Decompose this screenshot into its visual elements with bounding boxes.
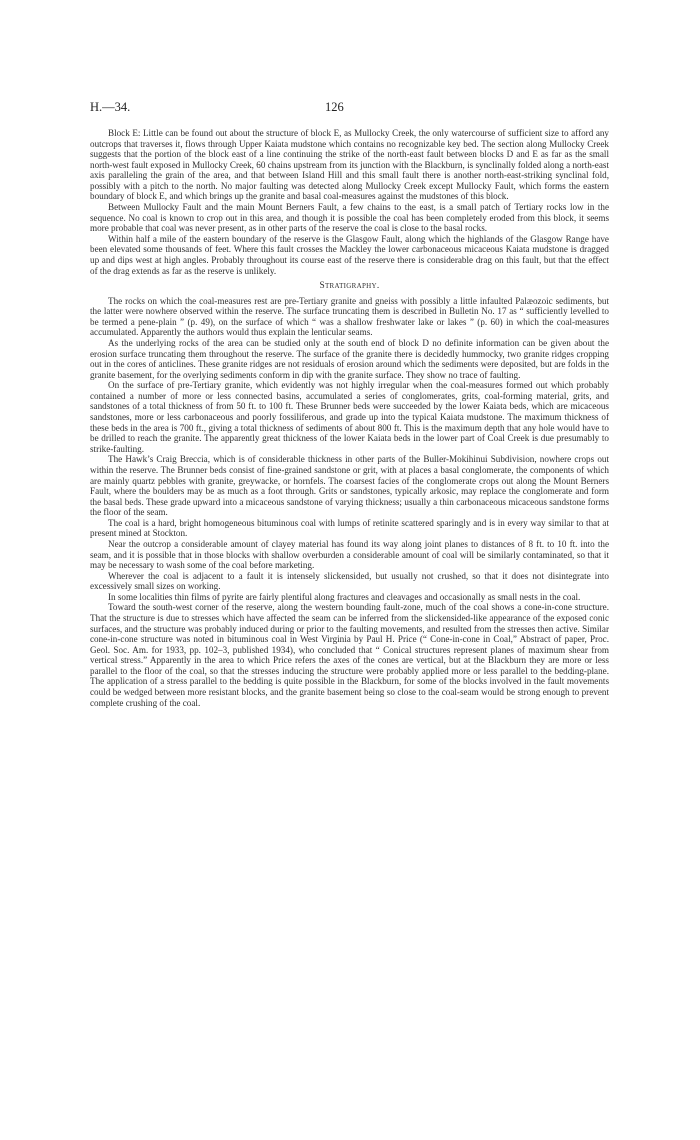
paragraph-slickensided-coal: Wherever the coal is adjacent to a fault it is intensely slickensided, but usually not crushed, so that it does not disintegrate into excessively small sizes on working. <box>90 570 609 592</box>
paragraph-granite-surface: As the underlying rocks of the area can be studied only at the south end of block D no definite information can be given about the erosion surface truncating them throughout the reserve. The surface of the granite there is decidedly hummocky, two granite ridges cropping out in the cores of anticlines. These granite ridges are not residuals of erosion around which the sediments were deposited, but are folds in the granite basement, for the overlying sediments conform in dip with the granite surface. They show no trace of faulting. <box>90 337 609 380</box>
paragraph-basement-rocks: The rocks on which the coal-measures rest are pre-Tertiary granite and gneiss with possibly a little infaulted Palæozoic sediments, but the latter were nowhere observed within the reserve. The surface truncating them is described in Bulletin No. 17 as “ sufficiently levelled to be termed a pene-plain ” (p. 49), on the surface of which “ was a shallow freshwater lake or lakes ” (p. 60) in which the coal-measures accumulated. Apparently the authors would thus explain the lenticular seams. <box>90 295 609 338</box>
paragraph-sediment-sequence: On the surface of pre-Tertiary granite, which evidently was not highly irregular when the coal-measures formed out which probably contained a number of more or less connected basins, accumulated a series of conglomerates, grits, coal-forming material, grits, and sandstones of a total thickness of from 50 ft. to 100 ft. These Brunner beds were succeeded by the lower Kaiata beds, which are micaceous sandstones, more or less carbonaceous and poorly fossiliferous, and grade up into the typical Kaiata mudstone. The maximum thickness of these beds in the area is 700 ft., giving a total thickness of sediments of about 800 ft. This is the maximum depth that any hole would have to be drilled to reach the granite. The apparently great thickness of the lower Kaiata beds in the lower part of Coal Creek is due presumably to strike-faulting. <box>90 380 609 454</box>
body-text <box>90 128 609 708</box>
page-number: 126 <box>325 100 344 114</box>
paragraph-block-e: Block E: Little can be found out about the structure of block E, as Mullocky Creek, the only watercourse of sufficient size to afford any outcrops that traverses it, flows through Upper Kaiata mudstone which contains no recognizable key bed. The section along Mullocky Creek suggests that the portion of the block east of a line continuing the strike of the north-east fault between blocks D and E as far as the small north-west fault exposed in Mullocky Creek, 60 chains upstream from its junction with the Blackburn, is synclinally folded along a north-east axis paralleling the grain of the area, and that between Island Hill and this small fault there is another north-east-striking synclinal fold, possibly with a pitch to the north. No major faulting was detected along Mullocky Creek except Mullocky Fault, which forms the eastern boundary of block E, and which brings up the granite and basal coal-measures against the mudstones of this block. <box>90 128 609 202</box>
page-header <box>90 100 610 116</box>
paragraph-cone-in-cone: Toward the south-west corner of the reserve, along the western bounding fault-zone, much of the coal shows a cone-in-cone structure. That the structure is due to stresses which have affected the seam can be inferred from the slickensided-like appearance of the exposed conic surfaces, and the structure was probably induced during or prior to the faulting movements, and resulted from the stresses then active. Similar cone-in-cone structure was noted in bituminous coal in West Virginia by Paul H. Price (“ Cone-in-cone in Coal,” Abstract of paper, Proc. Geol. Soc. Am. for 1933, pp. 102–3, published 1934), who concluded that “ Conical structures represent planes of maximum shear from vertical stress.” Apparently in the area to which Price refers the axes of the cones are vertical, but at the Blackburn they are more or less parallel to the floor of the coal, so that the stresses inducing the structure were probably applied more or less parallel to the bedding-plane. The application of a stress parallel to the bedding is quite possible in the Blackburn, for some of the blocks involved in the fault movements could be wedged between more resistant blocks, and the granite basement being so close to the coal-seam would be strong enough to prevent complete crushing of the coal. <box>90 602 609 708</box>
paragraph-pyrite: In some localities thin films of pyrite are fairly plentiful along fractures and cleavages and occasionally as small nests in the coal. <box>108 591 581 602</box>
paragraph-glasgow-fault: Within half a mile of the eastern boundary of the reserve is the Glasgow Fault, along which the highlands of the Glasgow Range have been elevated some thousands of feet. Where this fault crosses the Mackley the lower carbonaceous micaceous Kaiata mudstone is dragged up and dips west at high angles. Probably throughout its course east of the reserve there is considerable drag on this fault, but that the effect of the drag extends as far as the reserve is unlikely. <box>90 233 609 276</box>
paragraph-coal-description: The coal is a hard, bright homogeneous bituminous coal with lumps of retinite scattered sparingly and is in every way similar to that at present mined at Stockton. <box>90 517 609 539</box>
report-reference: H.—34. <box>90 100 131 114</box>
paragraph-brunner-beds: The Hawk’s Craig Breccia, which is of considerable thickness in other parts of the Buller-Mokihinui Subdivision, nowhere crops out within the reserve. The Brunner beds consist of fine-grained sandstone or grit, with at places a basal conglomerate, the components of which are mainly quartz pebbles with granite, greywacke, or hornfels. The coarsest facies of the conglomerate crops out along the Mount Berners Fault, where the boulders may be as much as a foot through. Grits or sandstones, typically arkosic, may replace the conglomerate and form the basal beds. These grade upward into a micaceous sandstone of varying thickness; usually a thin carbonaceous micaceous sandstone forms the floor of the seam. <box>90 454 609 518</box>
paragraph-clay-contamination: Near the outcrop a considerable amount of clayey material has found its way along joint planes to distances of 8 ft. to 10 ft. into the seam, and it is possible that in those blocks with shallow overburden a considerable amount of coal will be similarly contaminated, so that it may be necessary to wash some of the coal before marketing. <box>90 538 609 571</box>
section-heading-stratigraphy: Stratigraphy. <box>319 281 380 292</box>
paragraph-mullocky-fault: Between Mullocky Fault and the main Mount Berners Fault, a few chains to the east, is a small patch of Tertiary rocks low in the sequence. No coal is known to crop out in this area, and though it is possible the coal has been completely eroded from this block, it seems more probable that coal was never present, as in other parts of the reserve the coal is close to the basal rocks. <box>90 202 609 234</box>
